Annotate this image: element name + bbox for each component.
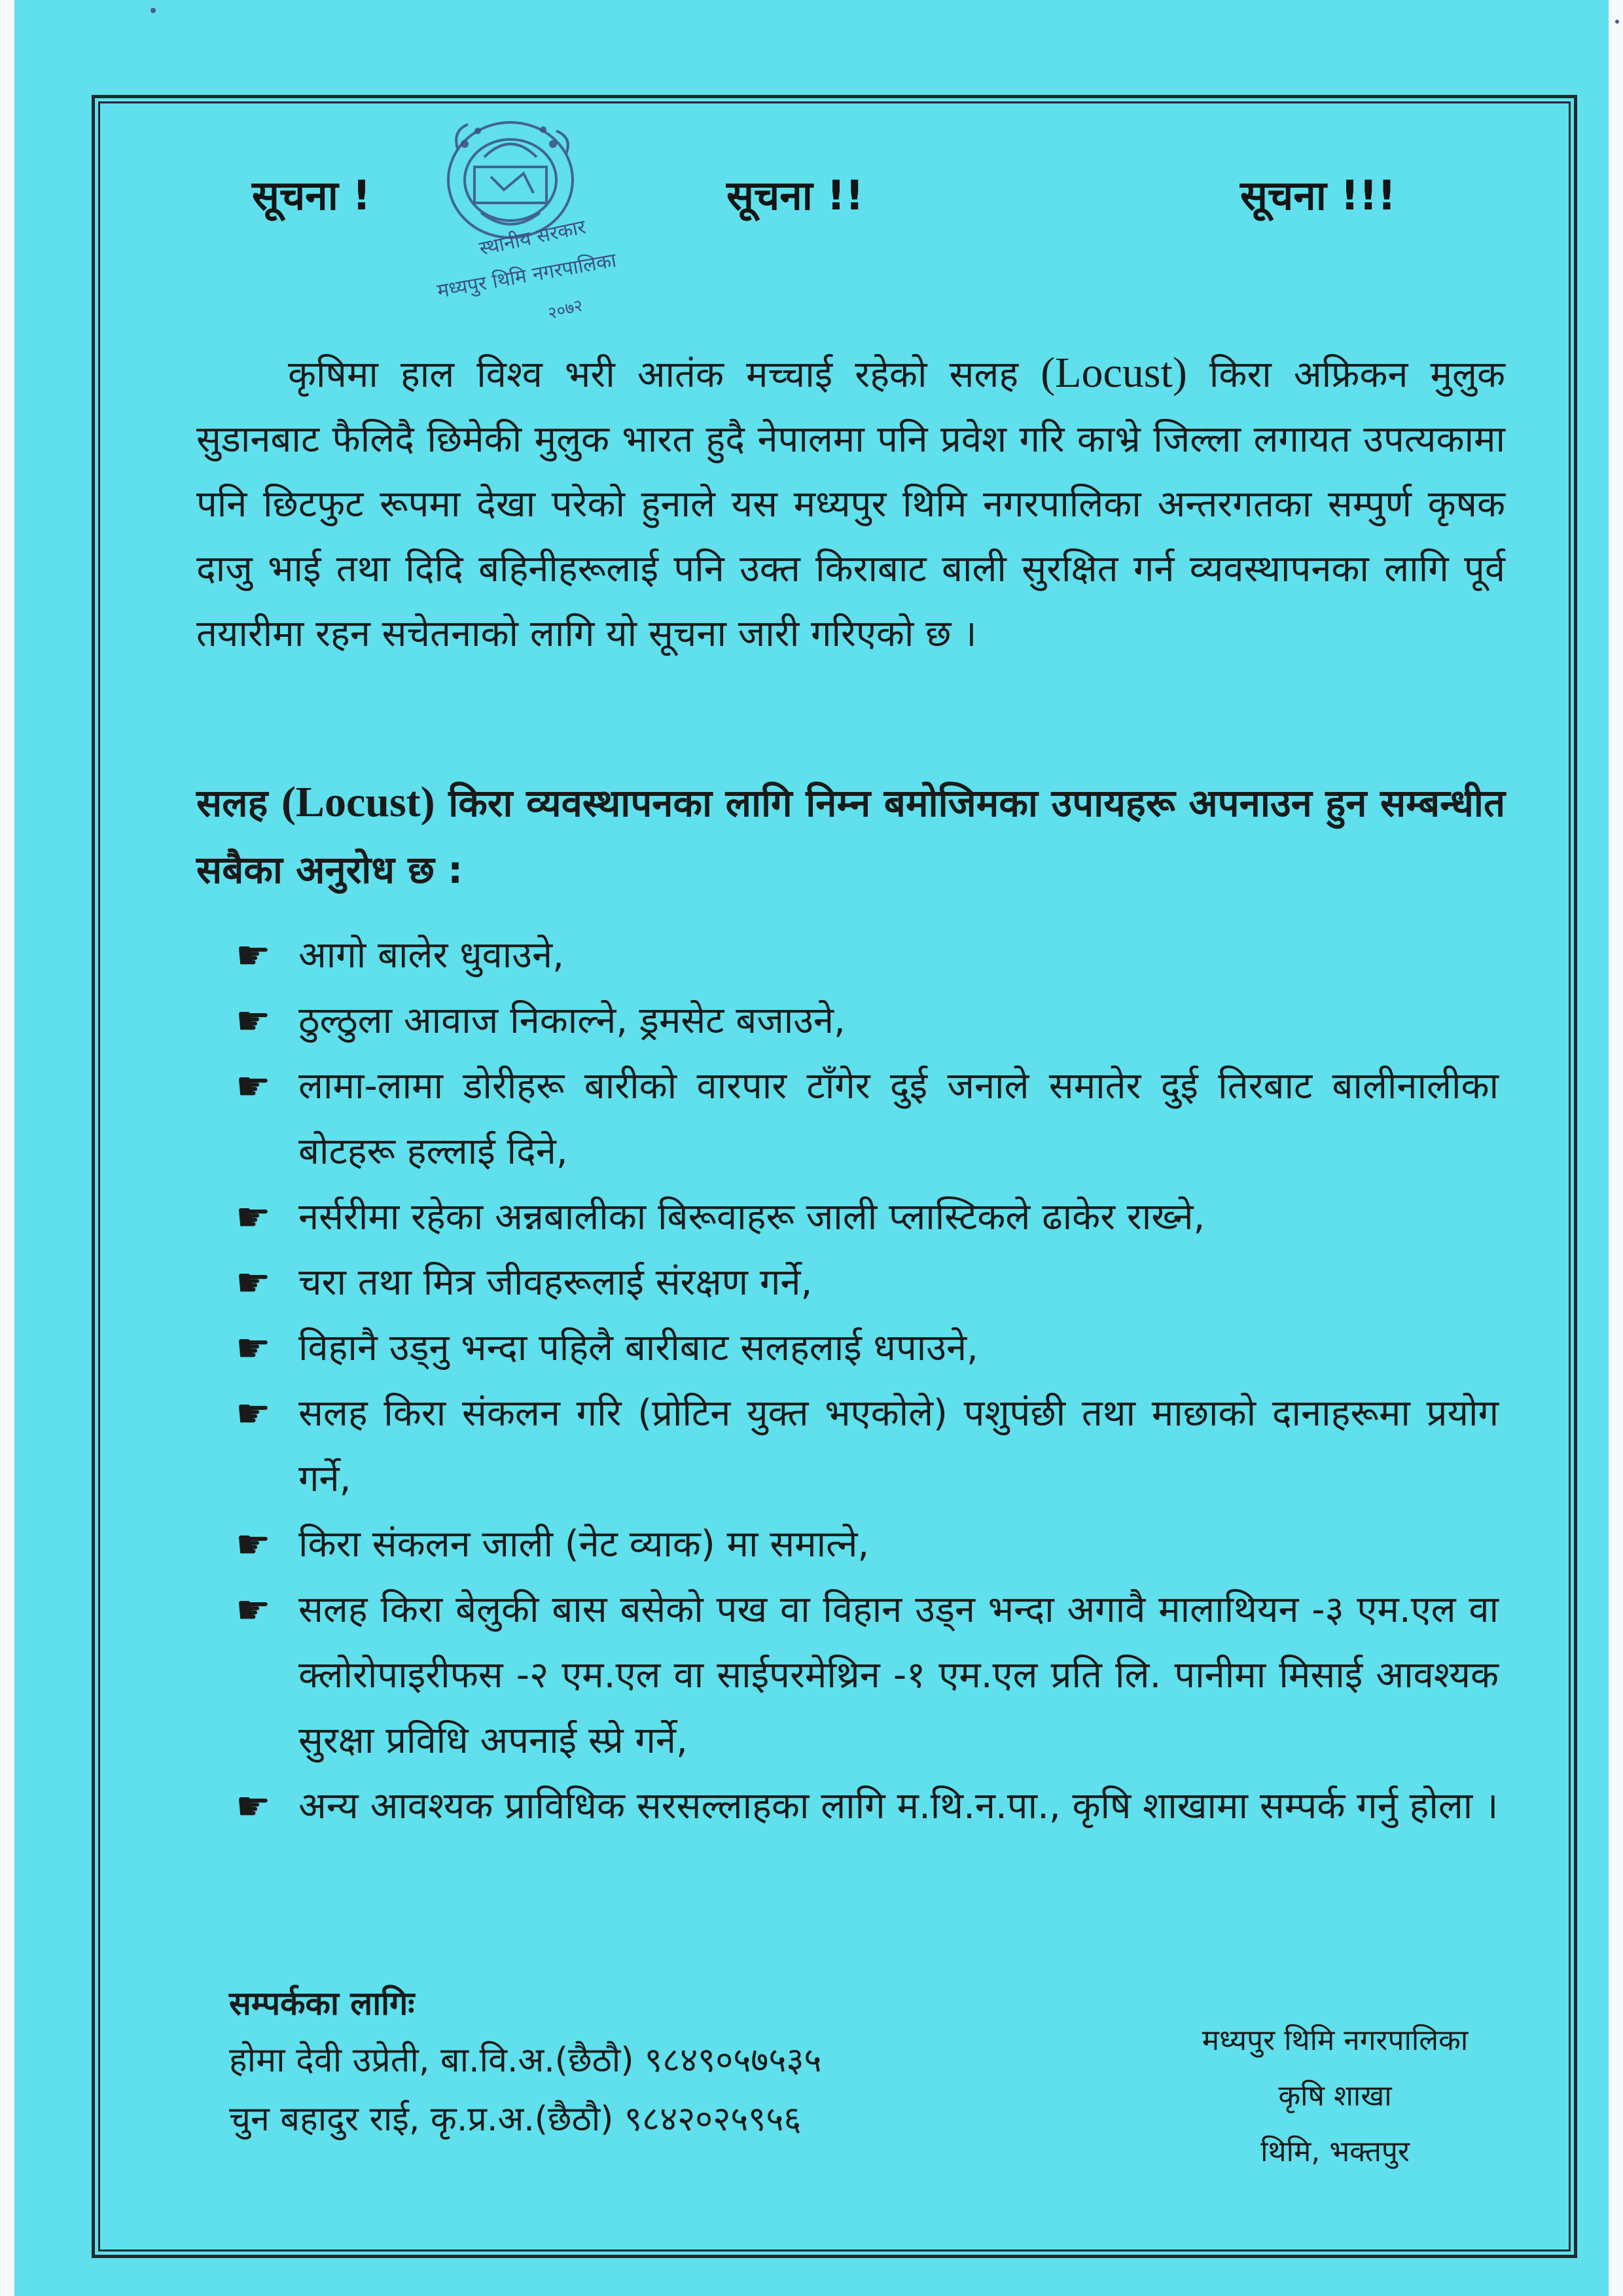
contact-person-2: चुन बहादुर राई, कृ.प्र.अ.(छैठौ) ९८४२०२५९५६: [229, 2100, 802, 2139]
list-item: ☛ नर्सरीमा रहेका अन्नबालीका बिरूवाहरू जाली प्लास्टिकले ढाकेर राख्ने,: [236, 1185, 1499, 1250]
seal-line1: स्थानीय सरकार: [477, 215, 588, 260]
list-item: ☛ चरा तथा मित्र जीवहरूलाई संरक्षण गर्ने,: [236, 1250, 1499, 1316]
speck: [1615, 20, 1619, 24]
pointing-hand-icon: ☛: [236, 1587, 271, 1633]
seal-icon: [419, 105, 674, 340]
pointing-hand-icon: ☛: [236, 1325, 271, 1371]
list-item: ☛ ठुल्ठुला आवाज निकाल्ने, ड्रमसेट बजाउने,: [236, 988, 1499, 1054]
notice-title-2: सूचना !!: [726, 171, 864, 219]
list-item: ☛ आगो बालेर धुवाउने,: [236, 923, 1499, 988]
lead-text-a: सलह: [196, 781, 281, 825]
pointing-hand-icon: ☛: [236, 1260, 271, 1306]
pointing-hand-icon: ☛: [236, 1194, 271, 1240]
lead-text-b: किरा व्यवस्थापनका लागि निम्न बमोजिमका उपायहरू अपनाउन हुन सम्बन्धीत सबैका अनुरोध छ :: [196, 781, 1505, 892]
intro-paragraph: [196, 340, 1505, 666]
office-address: थिमि, भक्तपुर: [1260, 2135, 1410, 2168]
contact-person-1: होमा देवी उप्रेती, बा.वि.अ.(छैठौ) ९८४९०५७५३५: [229, 2041, 822, 2080]
pointing-hand-icon: ☛: [236, 1522, 271, 1568]
list-item: ☛ विहानै उड्नु भन्दा पहिलै बारीबाट सलहलाई धपाउने,: [236, 1316, 1499, 1381]
issuing-office: [1152, 2013, 1518, 2179]
pointing-hand-icon: ☛: [236, 998, 271, 1044]
pointing-hand-icon: ☛: [236, 1064, 271, 1109]
list-item: ☛ सलह किरा संकलन गरि (प्रोटिन युक्त भएकोले) पशुपंछी तथा माछाको दानाहरूमा प्रयोग गर्ने,: [236, 1381, 1499, 1512]
list-item: ☛ लामा-लामा डोरीहरू बारीको वारपार टाँगेर दुई जनाले समातेर दुई तिरबाट बालीनालीका बोटहरू हल्लाई दिने,: [236, 1054, 1499, 1185]
list-item: ☛ किरा संकलन जाली (नेट व्याक) मा समात्ने,: [236, 1512, 1499, 1577]
list-item: ☛ अन्य आवश्यक प्राविधिक सरसल्लाहका लागि म.थि.न.पा., कृषि शाखामा सम्पर्क गर्नु होला ।: [236, 1774, 1499, 1839]
list-item: ☛ सलह किरा बेलुकी बास बसेको पख वा विहान उड्न भन्दा अगावै मालाथियन -३ एम.एल वा क्लोरोपाइरीफस -२ एम.एल वा साईपरमेथ्रिन -१ एम.एल प्रति लि. पानीमा मिसाई आवश्यक सुरक्षा प्रविधि अपनाई स्प्रे गर्ने,: [236, 1577, 1499, 1774]
seal-line2: मध्यपुर थिमि नगरपालिका: [435, 249, 618, 303]
measures-list: [236, 923, 1499, 1839]
office-name: मध्यपुर थिमि नगरपालिका: [1202, 2024, 1469, 2057]
office-branch: कृषि शाखा: [1278, 2079, 1392, 2113]
intro-locust: (Locust): [1041, 349, 1187, 397]
official-seal: [419, 105, 674, 340]
notice-title-3: सूचना !!!: [1240, 171, 1397, 219]
lead-locust: (Locust): [281, 778, 435, 826]
intro-text-a: कृषिमा हाल विश्व भरी आतंक मच्चाई रहेको सलह: [288, 353, 1041, 396]
seal-year: २०७२: [546, 295, 586, 324]
notice-title-1: सूचना !: [252, 171, 371, 219]
speck: [151, 8, 156, 13]
intro-text-b: किरा अफ्रिकन मुलुक सुडानबाट फैलिदै छिमेकी मुलुक भारत हुदै नेपालमा पनि प्रवेश गरि काभ्रे जिल्ला लगायत उपत्यकामा पनि छिटफुट रूपमा देखा परेको हुनाले यस मध्यपुर थिमि नगरपालिका अन्तरगतका सम्पुर्ण कृषक दाजु भाई तथा दिदि बहिनीहरूलाई पनि उक्त किराबाट बाली सुरक्षित गर्न व्यवस्थापनका लागि पूर्व तयारीमा रहन सचेतनाको लागि यो सूचना जारी गरिएको छ ।: [196, 353, 1506, 655]
pointing-hand-icon: ☛: [236, 933, 271, 978]
pointing-hand-icon: ☛: [236, 1391, 271, 1437]
contact-heading: सम्पर्कका लागिः: [229, 1984, 415, 2022]
pointing-hand-icon: ☛: [236, 1784, 271, 1829]
measures-lead: [196, 769, 1505, 903]
